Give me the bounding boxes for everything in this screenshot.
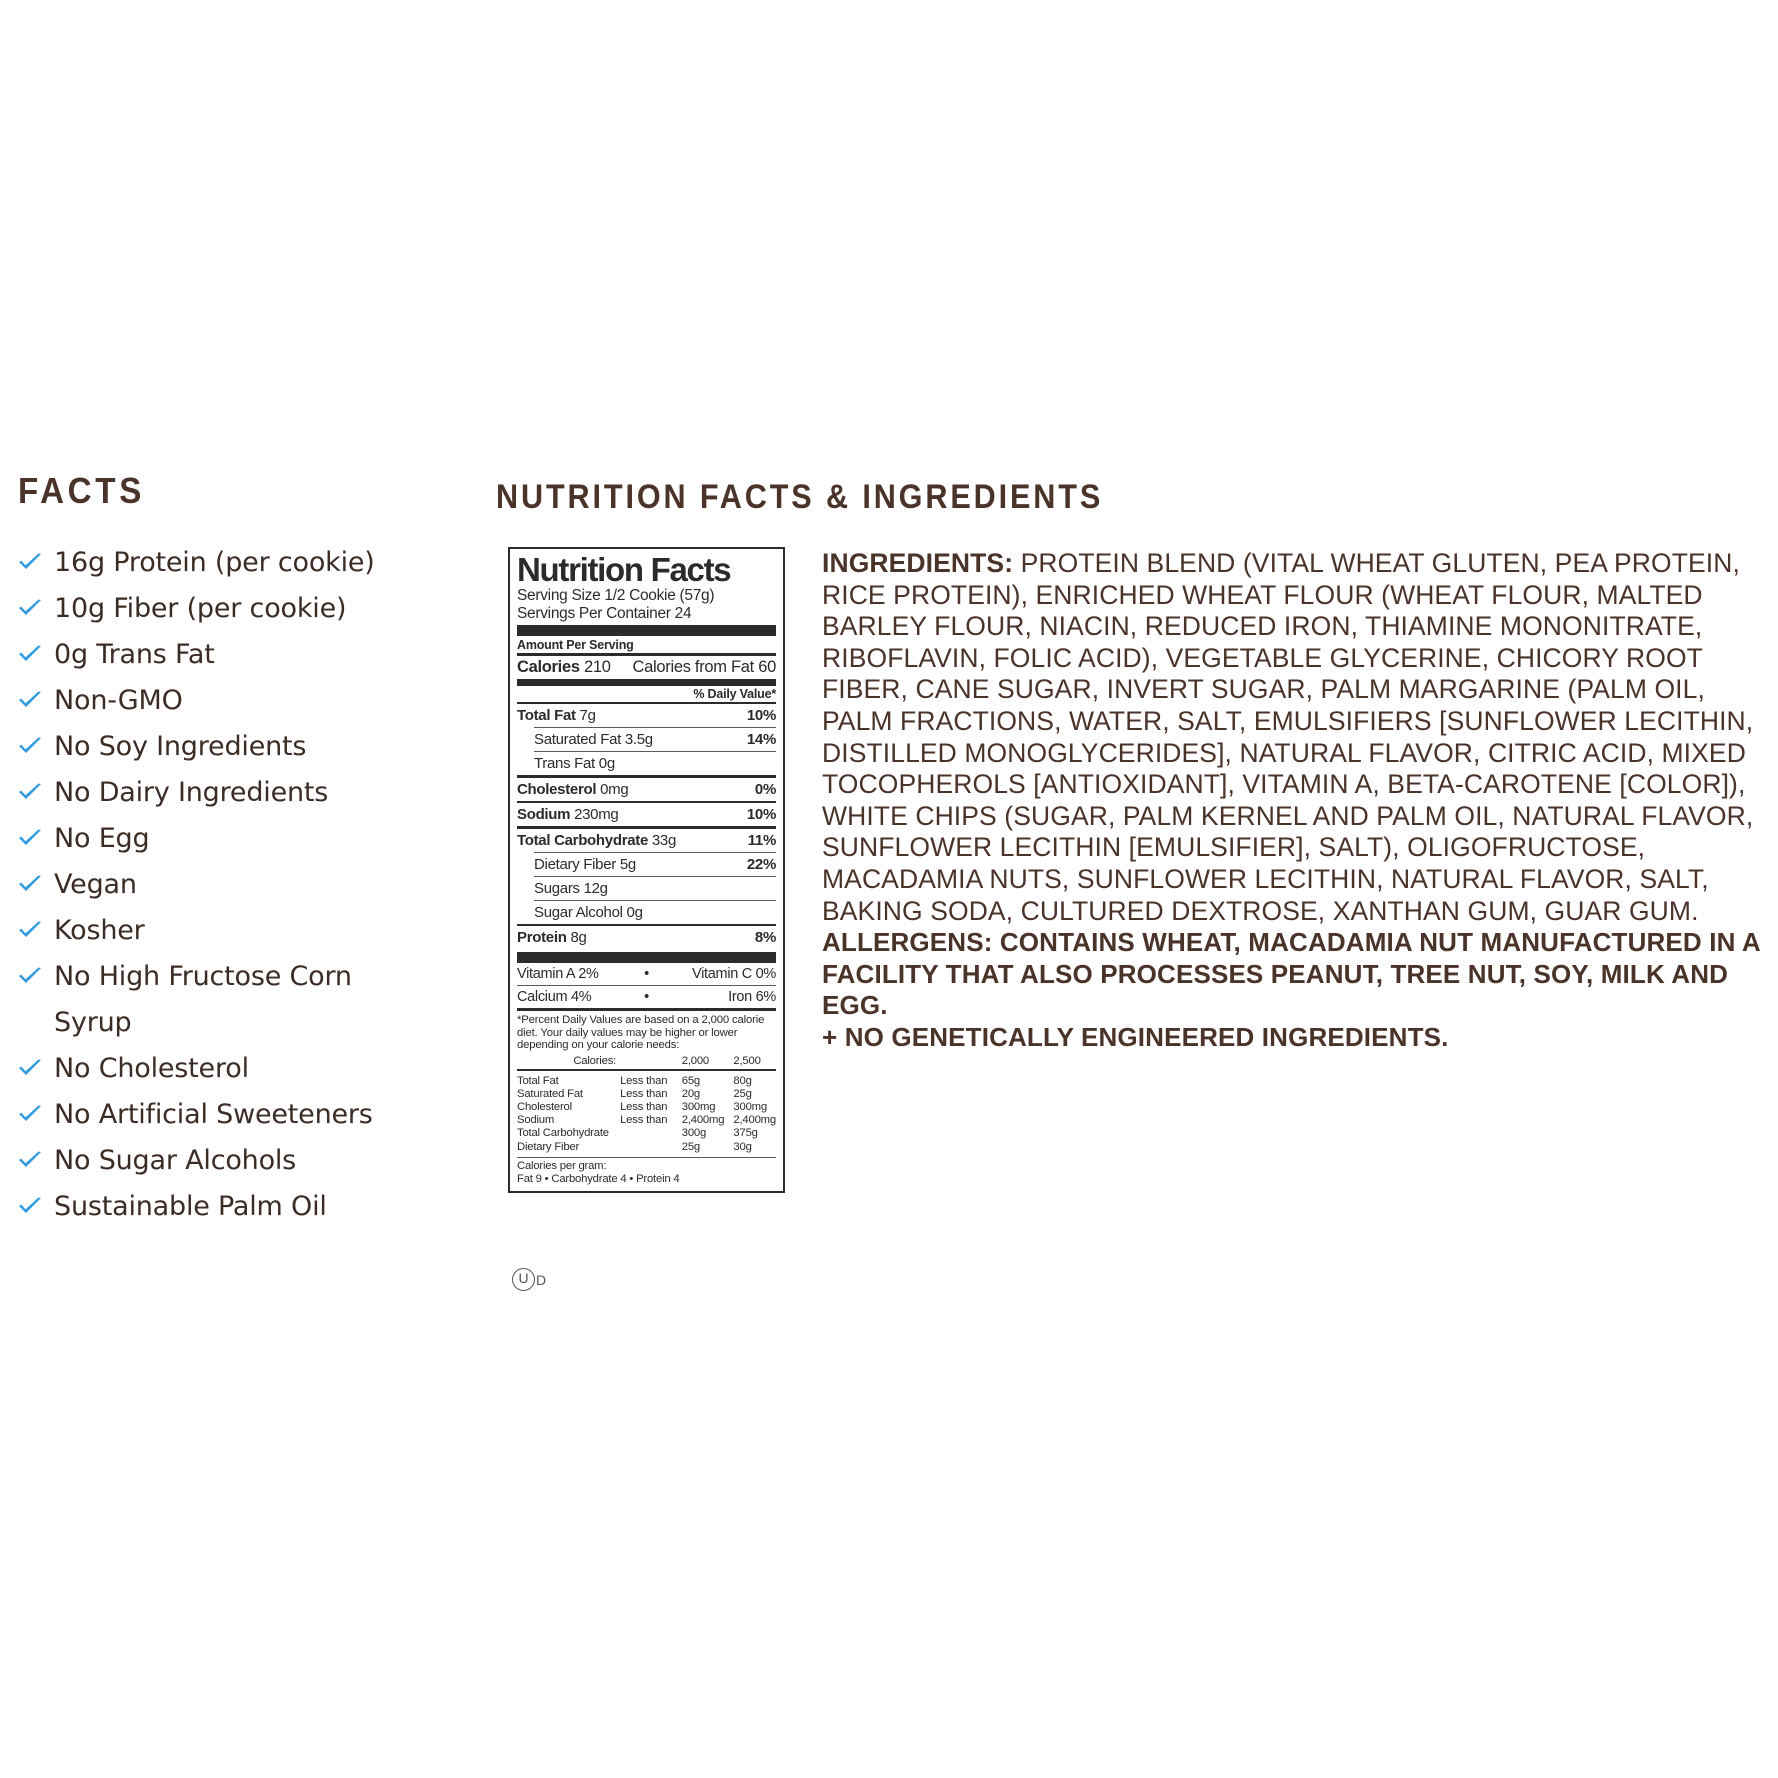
calories-label: Calories 210: [517, 657, 611, 676]
check-icon: [18, 540, 44, 586]
nutrient-label: Trans Fat 0g: [534, 755, 615, 773]
check-icon: [18, 816, 44, 862]
panel-divider-thick-3: [517, 952, 776, 963]
check-icon: [18, 1046, 44, 1092]
check-icon: [18, 1092, 44, 1138]
vitamin-right: Iron 6%: [728, 989, 776, 1006]
check-icon: [18, 678, 44, 724]
dv-less-than: Less than: [620, 1087, 668, 1100]
vitamin-left: Vitamin A 2%: [517, 966, 599, 983]
nutrient-label: Dietary Fiber 5g: [534, 855, 636, 873]
dv-col-2500: 2,500: [733, 1054, 761, 1067]
vitamin-rows: [517, 963, 776, 1008]
check-icon: [18, 586, 44, 632]
nutrient-daily-value: 14%: [746, 731, 776, 749]
nutrient-daily-value: 0%: [754, 780, 776, 798]
facts-list-item-label: No Sugar Alcohols: [54, 1145, 297, 1176]
dv-value-2000: 25g: [681, 1140, 700, 1153]
dv-nutrient-name: Total Fat: [517, 1074, 559, 1087]
dv-nutrient-name: Total Carbohydrate: [517, 1127, 609, 1140]
nutrient-row: [517, 853, 776, 876]
nutrient-label: Protein 8g: [517, 929, 587, 947]
calories-from-fat: Calories from Fat 60: [632, 657, 776, 676]
nutrient-label: Sugar Alcohol 0g: [534, 903, 643, 921]
facts-list-item: [18, 1046, 418, 1092]
ingredients-text: PROTEIN BLEND (VITAL WHEAT GLUTEN, PEA PROTEIN, RICE PROTEIN), ENRICHED WHEAT FLOUR (WHEAT FLOUR, MALTED BARLEY FLOUR, NIACIN, REDUCED IRON, THIAMINE MONONITRATE, RIBOFLAVIN, FOLIC ACID), VEGETABLE GLYCERINE, CHICORY ROOT FIBER, CANE SUGAR, INVERT SUGAR, PALM MARGARINE (PALM OIL, PALM FRACTIONS, WATER, SALT, EMULSIFIERS [SUNFLOWER LECITHIN, DISTILLED MONOGLYCERIDES], NATURAL FLAVOR, CITRIC ACID, MIXED TOCOPHEROLS [ANTIOXIDANT], VITAMIN A, BETA-CAROTENE [COLOR]), WHITE CHIPS (SUGAR, PALM KERNEL AND PALM OIL, NATURAL FLAVOR, SUNFLOWER LECITHIN [EMULSIFIER], SALT), OLIGOFRUCTOSE, MACADAMIA NUTS, SUNFLOWER LECITHIN, NATURAL FLAVOR, SALT, BAKING SODA, CULTURED DEXTROSE, XANTHAN GUM, GUAR GUM.: [822, 548, 1754, 926]
dv-less-than: Less than: [620, 1074, 668, 1087]
kosher-u-icon: U: [512, 1268, 535, 1291]
daily-values-row: [517, 1074, 776, 1087]
vitamin-left: Calcium 4%: [517, 989, 592, 1006]
check-icon: [18, 770, 44, 816]
daily-values-row: [517, 1088, 776, 1101]
daily-values-row: [517, 1140, 776, 1153]
nutrient-row: [517, 728, 776, 751]
nutrient-label: Sodium 230mg: [517, 806, 619, 824]
nutrient-row: [517, 877, 776, 900]
amount-per-serving-label: Amount Per Serving: [517, 638, 634, 653]
facts-heading: FACTS: [18, 470, 145, 511]
facts-list-item: [18, 908, 418, 954]
facts-list-item: [18, 586, 418, 632]
facts-list-item-label: No Egg: [54, 823, 150, 854]
nutrient-row: [517, 778, 776, 801]
facts-list-item-label: 0g Trans Fat: [54, 639, 215, 670]
kosher-dairy-suffix: D: [536, 1271, 547, 1288]
nutrient-label: Saturated Fat 3.5g: [534, 731, 653, 749]
panel-divider-thick-2: [517, 679, 776, 686]
facts-list-item: [18, 540, 418, 586]
nutrient-daily-value: 10%: [746, 806, 776, 824]
gmo-note: + NO GENETICALLY ENGINEERED INGREDIENTS.: [822, 1021, 1449, 1052]
nutrient-row: [517, 704, 776, 727]
facts-list-item-label: Non-GMO: [54, 685, 183, 716]
nutrient-row: [517, 926, 776, 949]
facts-list-item-label: No Dairy Ingredients: [54, 777, 329, 808]
check-icon: [18, 908, 44, 954]
facts-list-item-label: No High Fructose Corn Syrup: [54, 961, 352, 1038]
check-icon: [18, 1138, 44, 1184]
facts-list-item-label: Sustainable Palm Oil: [54, 1191, 327, 1222]
check-icon: [18, 862, 44, 908]
nutrient-label: Cholesterol 0mg: [517, 780, 629, 798]
calories-row: [517, 656, 776, 679]
facts-list-item-label: No Cholesterol: [54, 1053, 249, 1084]
ingredients-label: INGREDIENTS:: [822, 548, 1014, 578]
daily-values-header-row: [517, 1054, 776, 1067]
nutrient-label: Total Carbohydrate 33g: [517, 831, 677, 849]
dv-less-than: [620, 1127, 682, 1140]
dv-value-2500: 30g: [733, 1140, 752, 1153]
facts-list-item: [18, 770, 418, 816]
nutrient-label: Sugars 12g: [534, 879, 608, 897]
nutrient-daily-value: 8%: [754, 929, 776, 947]
ingredients-paragraph: [822, 548, 1772, 927]
facts-list-item: [18, 1092, 418, 1138]
facts-list-item-label: Kosher: [54, 915, 145, 946]
daily-values-row: [517, 1101, 776, 1114]
nutrient-row: [517, 803, 776, 826]
nutrition-section-heading: NUTRITION FACTS & INGREDIENTS: [496, 478, 1104, 516]
daily-values-table: [517, 1054, 776, 1153]
kosher-certification-mark: [512, 1268, 546, 1291]
nutrient-row: [517, 752, 776, 775]
dv-value-2500: 300mg: [733, 1101, 767, 1114]
facts-list-item-label: Vegan: [54, 869, 137, 900]
dv-nutrient-name: Dietary Fiber: [517, 1140, 580, 1153]
facts-list-item-label: No Soy Ingredients: [54, 731, 307, 762]
allergens-paragraph: [822, 927, 1772, 1053]
daily-value-footnote: *Percent Daily Values are based on a 2,000 calorie diet. Your daily values may be higher or lower depending on your calorie needs:: [517, 1013, 765, 1052]
nutrition-facts-panel: [508, 547, 785, 1193]
vitamin-row: [517, 986, 776, 1008]
panel-divider-thick: [517, 625, 776, 636]
dv-value-2000: 2,400mg: [681, 1114, 725, 1127]
calories-per-gram-values: Fat 9 • Carbohydrate 4 • Protein 4: [517, 1172, 680, 1185]
nutrient-daily-value: 22%: [746, 855, 776, 873]
facts-list-item-label: 16g Protein (per cookie): [54, 547, 375, 578]
ingredients-column: [822, 548, 1772, 1053]
dv-calories-label: Calories:: [573, 1054, 617, 1067]
dv-nutrient-name: Cholesterol: [517, 1101, 572, 1114]
check-icon: [18, 632, 44, 678]
facts-list-item-label: 10g Fiber (per cookie): [54, 593, 347, 624]
calories-per-gram-label: Calories per gram:: [517, 1159, 607, 1172]
vitamin-separator-dot: •: [644, 966, 649, 983]
dv-value-2000: 300mg: [681, 1101, 716, 1114]
facts-list-item: [18, 678, 418, 724]
dv-blank: [620, 1054, 682, 1067]
facts-list-item-label: No Artificial Sweeteners: [54, 1099, 373, 1130]
dv-value-2000: 300g: [681, 1127, 707, 1140]
facts-list-item: [18, 862, 418, 908]
vitamin-right: Vitamin C 0%: [692, 966, 776, 983]
daily-values-row: [517, 1114, 776, 1127]
nutrient-daily-value: 10%: [746, 707, 776, 725]
serving-size: Serving Size 1/2 Cookie (57g): [517, 587, 715, 605]
nutrient-label: Total Fat 7g: [517, 707, 596, 725]
vitamin-separator-dot: •: [644, 989, 649, 1006]
facts-list-item: [18, 724, 418, 770]
vitamin-row: [517, 963, 776, 985]
dv-less-than: Less than: [620, 1114, 668, 1127]
check-icon: [18, 1184, 44, 1230]
facts-list-item: [18, 816, 418, 862]
allergens-text: ALLERGENS: CONTAINS WHEAT, MACADAMIA NUT MANUFACTURED IN A FACILITY THAT ALSO PROCESSES PEANUT, TREE NUT, SOY, MILK AND EGG.: [822, 927, 1760, 1021]
nutrient-row: [517, 829, 776, 852]
check-icon: [18, 724, 44, 770]
dv-value-2500: 25g: [733, 1087, 752, 1100]
facts-list-item: [18, 1138, 418, 1184]
dv-col-2000: 2,000: [681, 1054, 710, 1067]
nutrient-rows: [517, 704, 776, 949]
daily-values-row: [517, 1127, 776, 1140]
servings-per-container: Servings Per Container 24: [517, 604, 692, 622]
facts-list-item: [18, 1184, 418, 1230]
nutrient-row: [517, 901, 776, 924]
dv-value-2500: 2,400mg: [733, 1114, 776, 1127]
facts-list-item: [18, 954, 418, 1046]
dv-value-2000: 20g: [681, 1087, 700, 1100]
dv-nutrient-name: Saturated Fat: [517, 1087, 583, 1100]
dv-less-than: Less than: [620, 1101, 668, 1114]
dv-value-2500: 375g: [733, 1127, 758, 1140]
facts-column: [18, 470, 418, 1230]
facts-list-item: [18, 632, 418, 678]
daily-value-header: % Daily Value*: [693, 686, 776, 701]
dv-less-than: [620, 1140, 682, 1153]
dv-nutrient-name: Sodium: [517, 1114, 555, 1127]
nutrient-daily-value: 11%: [747, 831, 776, 849]
dv-value-2000: 65g: [681, 1074, 700, 1087]
nutrition-panel-title: Nutrition Facts: [517, 551, 731, 588]
dv-value-2500: 80g: [733, 1074, 752, 1087]
check-icon: [18, 954, 44, 1000]
daily-values-rule-row: [517, 1067, 776, 1074]
facts-list: [18, 540, 418, 1230]
